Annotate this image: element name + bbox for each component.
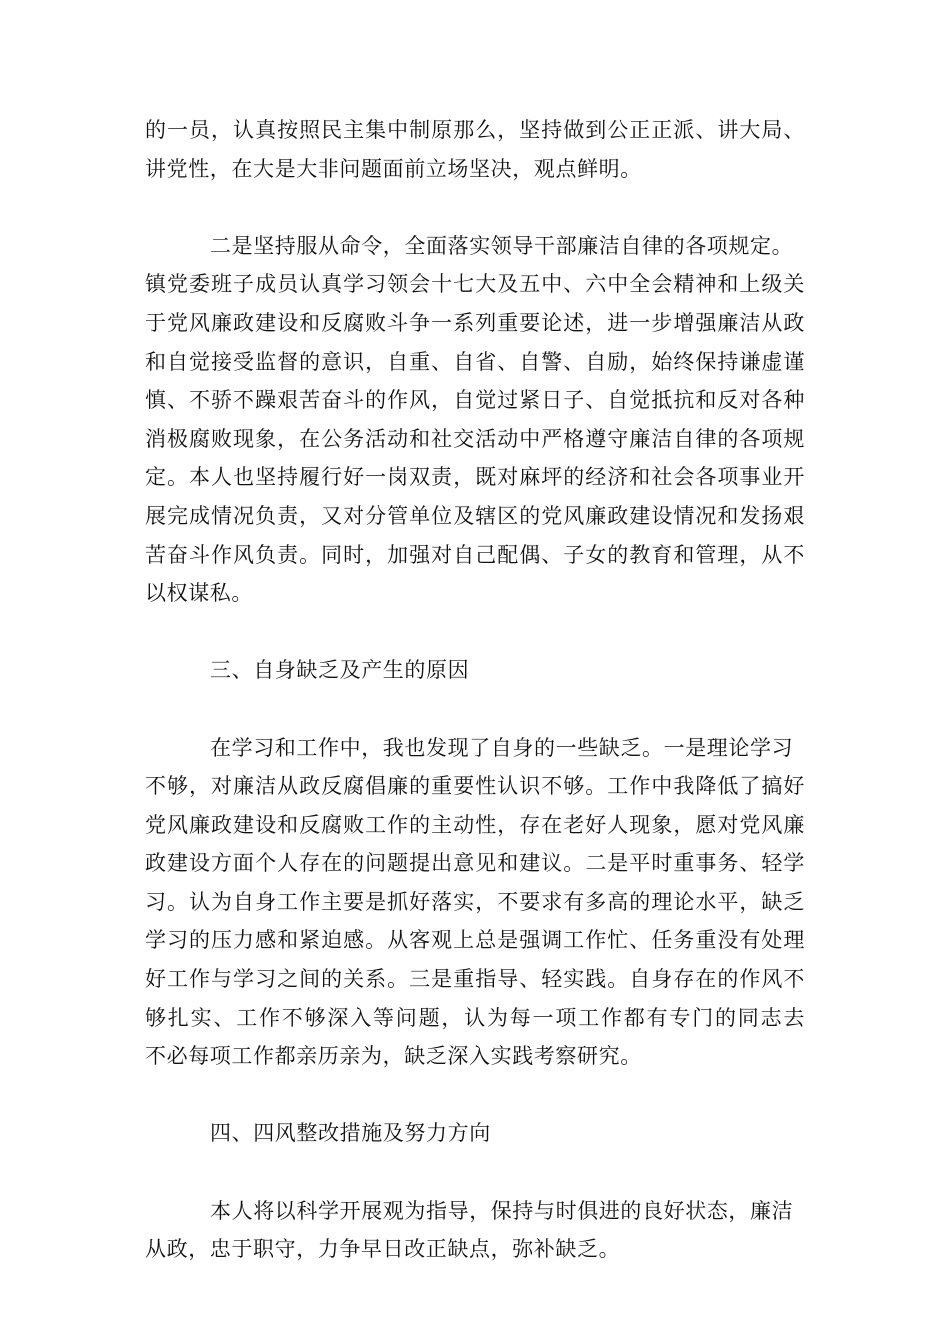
text-line: 政建设方面个人存在的问题提出意见和建议。二是平时重事务、轻学 — [145, 851, 805, 876]
text-line: 学习的压力感和紧迫感。从客观上总是强调工作忙、任务重没有处理 — [145, 928, 805, 953]
text-line: 镇党委班子成员认真学习领会十七大及五中、六中全会精神和上级关 — [145, 272, 805, 297]
text-line: 好工作与学习之间的关系。三是重指导、轻实践。自身存在的作风不 — [145, 967, 805, 992]
section-heading: 四、四风整改措施及努力方向 — [210, 1121, 491, 1146]
text-line: 习。认为自身工作主要是抓好落实，不要求有多高的理论水平，缺乏 — [145, 889, 805, 914]
section-heading: 三、自身缺乏及产生的原因 — [210, 658, 470, 683]
text-line: 从政，忠于职守，力争早日改正缺点，弥补缺乏。 — [145, 1237, 621, 1262]
text-line: 党风廉政建设和反腐败工作的主动性，存在老好人现象，愿对党风廉 — [145, 812, 805, 837]
text-line: 二是坚持服从命令，全面落实领导干部廉洁自律的各项规定。 — [210, 233, 794, 258]
text-line: 讲党性，在大是大非问题面前立场坚决，观点鲜明。 — [145, 156, 642, 181]
paragraph-gap — [145, 188, 805, 227]
text-line: 以权谋私。 — [145, 581, 253, 606]
text-line: 的一员，认真按照民主集中制原那么，坚持做到公正正派、讲大局、 — [145, 118, 805, 142]
text-line: 苦奋斗作风负责。同时，加强对自己配偶、子女的教育和管理，从不 — [145, 542, 805, 567]
text-line: 慎、不骄不躁艰苦奋斗的作风，自觉过紧日子、自觉抵抗和反对各种 — [145, 388, 805, 413]
text-line: 消极腐败现象，在公务活动和社交活动中严格遵守廉洁自律的各项规 — [145, 426, 805, 451]
text-line: 不够，对廉洁从政反腐倡廉的重要性认识不够。工作中我降低了搞好 — [145, 774, 805, 799]
text-line: 本人将以科学开展观为指导，保持与时俱进的良好状态，廉洁 — [210, 1198, 794, 1223]
paragraph-gap — [145, 613, 805, 652]
document-page — [145, 111, 805, 1269]
text-line: 展完成情况负责，又对分管单位及辖区的党风廉政建设情况和发扬艰 — [145, 503, 805, 528]
text-line: 在学习和工作中，我也发现了自身的一些缺乏。一是理论学习 — [210, 735, 794, 760]
text-line: 和自觉接受监督的意识，自重、自省、自警、自励，始终保持谦虚谨 — [145, 349, 805, 374]
text-line: 于党风廉政建设和反腐败斗争一系列重要论述，进一步增强廉洁从政 — [145, 310, 805, 335]
text-line: 够扎实、工作不够深入等问题，认为每一项工作都有专门的同志去 — [145, 1005, 805, 1030]
text-line: 不必每项工作都亲历亲为，缺乏深入实践考察研究。 — [145, 1044, 642, 1069]
paragraph-gap — [145, 1153, 805, 1192]
paragraph-gap — [145, 1076, 805, 1115]
paragraph-gap — [145, 690, 805, 729]
text-line: 定。本人也坚持履行好一岗双责，既对麻坪的经济和社会各项事业开 — [145, 465, 805, 490]
